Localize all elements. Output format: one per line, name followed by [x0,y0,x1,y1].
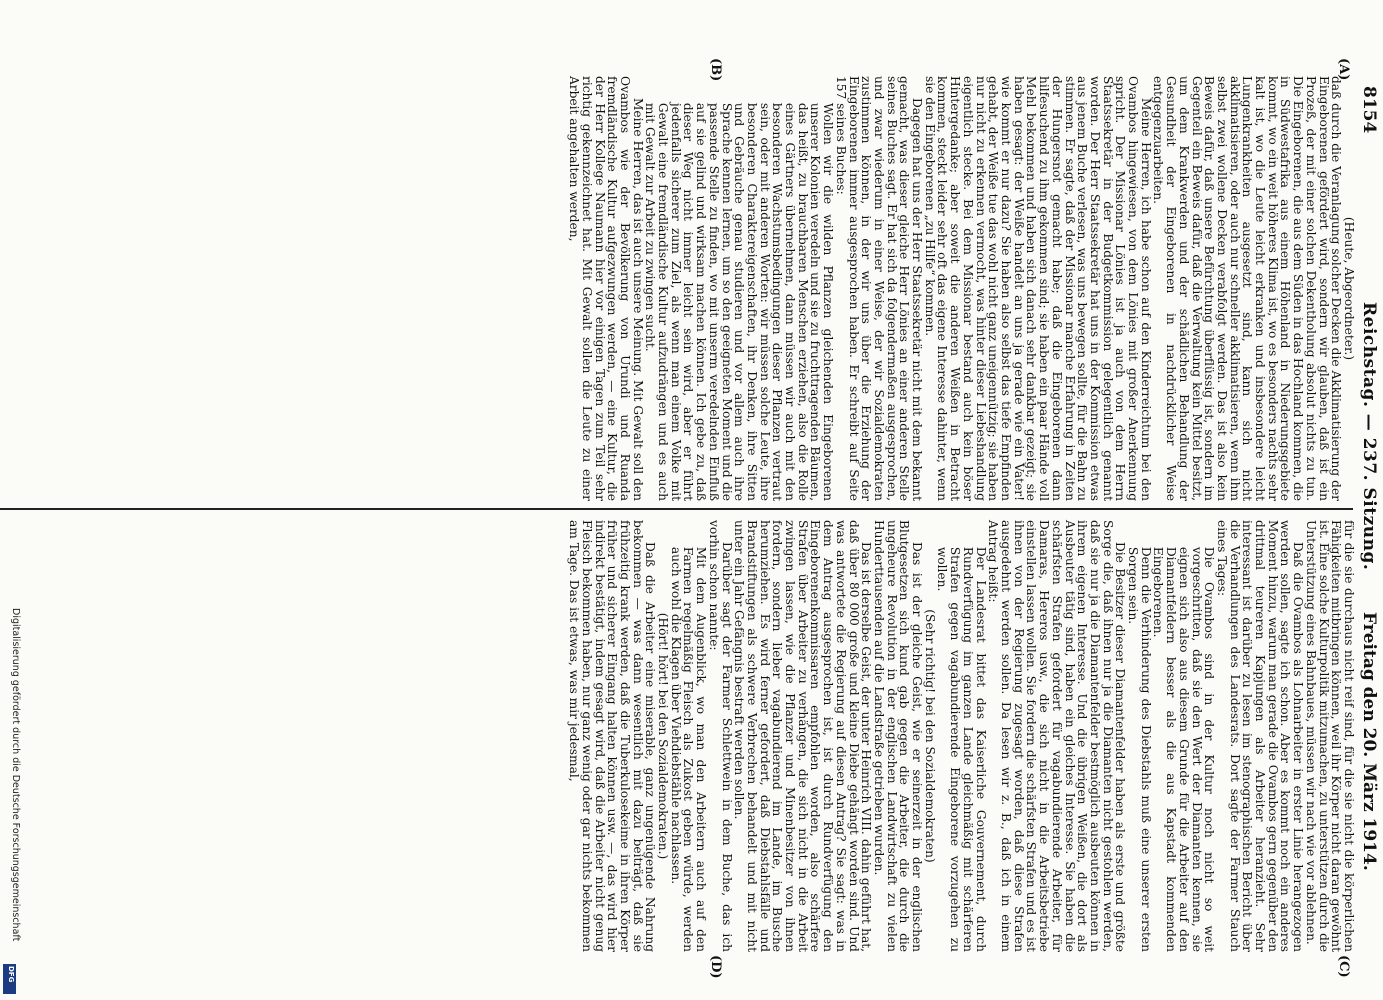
block-quote: Die Ovambos sind in der Kultur noch nicht so weit vorgeschritten, daß sie den Wert der Diamanten kennen, sie eignen sich also aus diesem Grunde für die Arbeiter auf den Diamantfeldern besser als die aus Kapstadt kommenden Eingeborenen. [1151,546,1217,952]
paragraph: Daß die Arbeiter eine miserable, ganz ungenügende Nahrung bekommen — was dann wesentlich mit dazu beiträgt, daß sie frühzeitig krank werden, daß die Tuberkulosekeime in ihren Körper früher und sicherer Eingang halten können usw. —, das wird hier indirekt bestätigt, indem gesagt wird, daß die Arbeiter nicht genug Fleisch bekommen haben, nur ganz wenig oder gar nichts bekommen am Tage. Das ist etwas, was mir jedesmal, [567,520,658,952]
session-title: Reichstag. — 237. Sitzung. [1359,302,1379,571]
paragraph: Meine Herren, das ist auch unsere Meinung. Mit Gewalt soll den Ovambos wie der Bevölkerung von Urundi und Ruanda fremdländische Kultur aufgezwungen werden, — eine Kultur, die der Herr Kollege Naumann hier vor einigen Tagen zum Teil sehr richtig gekennzeichnet hat. Mit Gewalt sollen die Leute zu einer Arbeit angehalten werden, [567,76,645,501]
block-quote: Wollen wir die wilden Pflanzen gleichenden Eingeborenen unserer Kolonien veredeln und sie zu fruchttragenden Bäumen, das heißt, zu brauchbaren Menschen erziehen, also die Rolle eines Gärtners übernehmen, dann müssen wir auch mit den besonderen Wachstumsbedingungen dieser Pflanzen vertraut sein, oder mit anderen Worten: wir müssen solche Leute, ihre besonderen Charaktereigenschaften, ihr Denken, ihre Sitten und Gebräuche genau studieren und vor allem auch ihre Sprache kennen lernen, um so den geeigneten Moment und die passende Stelle zu finden, wo mit unserm veredelnden Einfluß auf sie gelind und wirksam machen können. Ich gebe zu, daß dieser Weg nicht immer leicht sein wird, aber er führt jedenfalls sicherer zum Ziel, als wenn man einem Volke mit Gewalt eine fremdländische Kultur aufzudrängen und es auch mit Gewalt zur Arbeit zu zwingen sucht. [643,102,836,501]
paragraph: Die Besitzer dieser Diamantenfelder haben als erste und größte Sorge die, daß ihnen nur ja die Diamanten nicht gestohlen werden, daß sie nur ja die Diamantenfelder bestmöglich ausbeuten können in ihrem eigenen Interesse. Und die übrigen Weißen, die dort als Ausbeuter tätig sind, haben ein gleiches Interesse. Sie haben die schärfsten Strafen gefordert für vagabundierende Arbeiter, für Damaras, Hereros usw., die sich nicht in die Arbeitsbetriebe einstellen lassen wollen. Sie fordern die schärfsten Strafen und es ist ihnen von der Regierung zugesagt worden, daß diese Strafen ausgedehnt werden sollen. Da lesen wir z. B., daß ich in einem Antrag heißt: [986,520,1128,952]
right-column [567,520,1355,952]
session-date: Freitag den 20. März 1914. [1359,612,1379,871]
paragraph: Das ist derselbe Geist, der unter Heinrich VIII. dahin geführt hat, daß über 80 000 große und kleine Diebe gehängt worden sind. Und was antwortete die Regierung auf diesen Antrag? Sie sagt: was in dem Antrag ausgesprochen ist, ist durch Rundverfügung den Eingeborenenkommissaren empfohlen worden, also schärfere Strafen über Arbeiter zu verhängen, die sich nicht in die Arbeit zwingen lassen, wie die Pflanzer und Minenbesitzer von ihnen fordern, sondern lieber vagabundierend im Lande, im Busche herumziehen. Es wird ferner gefordert, daß Diebstahlsfälle und Brandstiftungen als schwere Verbrechen behandelt und mit nicht unter ein Jahr Gefängnis bestraft werden sollen. [732,520,874,952]
page-number: 8154 [1359,86,1379,134]
interjection: (Sehr richtig! bei den Sozialdemokraten) [922,609,937,863]
column-divider [0,508,1353,510]
margin-marker-b: (B) [708,58,723,82]
paragraph: daß durch die Veranlagung solcher Decken die Akklimatisierung der Eingeborenen gefördert wird, sondern wir glauben, daß ist ein Prozeß, der mit einer solchen Dekentholung absolut nichts zu tun. Die Eingeborenen, die aus dem Süden in das Hochland kommen, die in Südwestafrika aus einem Höhenland in Niederungsgebiete kommt, wo ein weit höheres Klima ist, wo es besonders nachts sehr kalt ist, wo die Leute leicht erkranken und insbesondere leicht Lungenkrankheiten ausgesetzt sind, kann sich nicht akklimatisieren, oder auch nur schneller akklimatisieren, wenn ihm selbst zwei wollene Decken verabfolgt werden. Das ist also kein Beweis dafür, daß unsere Befürchtung überflüssig ist, sondern im Gegenteil ein Beweis dafür, daß die Verwaltung kein Mittel besitzt, um dem Krankwerden und der schädlichen Behandlung der Gesundheit der Eingeborenen in nachdrücklicher Weise entgegenzuarbeiten. [1151,76,1344,501]
paragraph: Dagegen hat uns der Herr Staatssekretär nicht mit dem bekannt gemacht, was dieser gleiche Herr Lönies an einer anderen Stelle seines Buches sagt. Er hat sich da folgendermaßen ausgesprochen, und zwar wiederum in einer Weise, der wir Sozialdemokraten zustimmen können, in der wir uns über die Erziehung der Eingeborenen immer ausgesprochen haben. Er schreibt auf Seite 157 seines Buches: [833,76,925,501]
paragraph: Daß die Ovambos als Lohnarbeiter in erster Linie herangezogen werden sollen, sagte ich schon. Aber es kommt noch ein anderes Moment hinzu, warum man gerade die Ovambos gern gegenüber den drittmal teureren Kapjungen als Arbeiter heranzieht. Sehr interessant ist darüber zu lesen im stenographischen Bericht über die Verhandlungen des Landesrats. Dort sagte der Farmer Stauch eines Tages: [1214,520,1306,952]
margin-marker-a: (A) [1336,58,1351,81]
dfg-logo: DFG [3,964,16,994]
paragraph: Das ist der gleiche Geist, wie er seinerzeit in der englischen Blutgesetzen sich kund gab gegen die Arbeiter, die durch die ungeheure Revolution in der englischen Landwirtschaft zu vielen Hunderttausenden auf die Landstraße getrieben wurden. [871,520,925,952]
speaker-note: (Heute, Abgeordneter.) [1342,216,1356,361]
margin-marker-c: (C) [1336,955,1351,978]
block-quote: Denn die Verhinderung des Diebstahls muß eine unserer ersten Sorgen sein. [1126,546,1153,952]
paragraph: Meine Herren, ich habe schon auf den Kinderreichtum bei den Ovambos hingewiesen, von dem Lönies mit großer Anerkennung spricht. Der Missionar Lönies ist ja auch von dem Herrn Staatssekretär in der Budgetkommission gelegentlich genannt worden. Der Herr Staatssekretär hat uns in der Kommission etwas aus jenem Buche verlesen, was uns bewegen sollte, für die Bahn zu stimmen. Er sagte, daß der Missionar manche Erfahrung in Zeiten der Hungersnot gemacht habe; daß die Eingeborenen dann hilfesuchend zu ihm gekommen sind; sie haben ein paar Hände voll Mehl bekommen und haben sich danach sehr dankbar gezeigt; sie haben gesagt: der Weiße handelt an uns ja gerade wie ein Vater! wie kommt er nur dazu? Sie haben also selbst das tiefe Empfinden gehabt, der Weiße tue das wohl nicht ganz uneigennützig; sie haben nur nicht zu erkennen vermocht, was hinter dieser Liebeshandlung eigentlich stecke. Bei dem Missionar bestand auch kein böser Hintergedanke; aber soweit die anderen Weißen in Betracht kommen, steckt leider sehr oft das eigene Interesse dahinter, wenn sie den Eingeborenen „zu Hilfe“ kommen. [922,76,1153,501]
block-quote: Der Landesrat bittet das Kaiserliche Gouvernement, durch Rundverfügung im ganzen Lande gleichmäßig mit schärferen Strafen gegen vagabundierende Eingeborene vorzugehen zu wollen. [935,546,988,952]
left-column [567,76,1355,501]
paragraph: für die sie durchaus nicht reif sind, für die sie nicht die körperlichen Fähigkeiten mitbringen können, weil ihr Körper nicht daran gewöhnt ist. Eine solche Kulturpolitik mitzumachen, zu unterstützen durch die Unterstützung eines Bahnbaues, müssen wir nach wie vor ablehnen. [1303,520,1356,952]
paragraph: Darüber sagt der Farmer Schlettwein in dem Buche, das ich vorhin schon nannte: [706,520,734,952]
block-quote: Mit dem Augenblick, wo man den Arbeitern auch auf den Farmen regelmäßig Fleisch als Zukost geben würde, werden auch wohl die Klagen über Viehdiebstähle nachlassen. [668,546,709,952]
interjection: (Hört! hört! bei den Sozialdemokraten.) [656,612,671,860]
digitization-credit: Digitalisierung gefördert durch die Deutsche Forschungsgemeinschaft [10,608,21,942]
margin-marker-d: (D) [708,955,723,979]
running-header [1353,72,1381,990]
